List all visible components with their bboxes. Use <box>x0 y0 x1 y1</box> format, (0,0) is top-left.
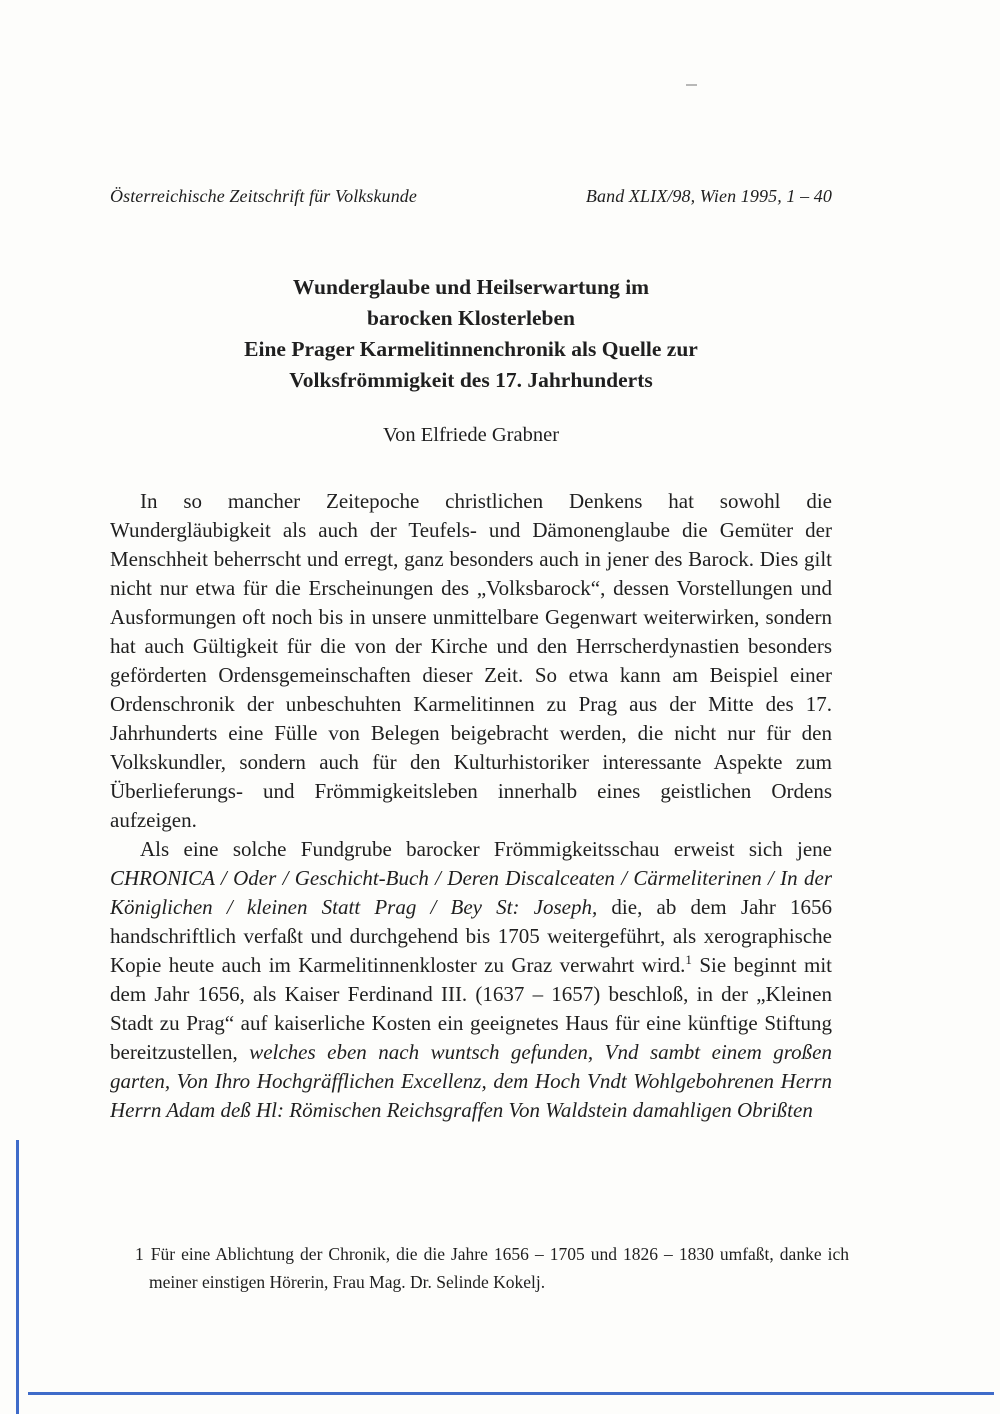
scan-edge-bottom-artifact <box>28 1392 994 1395</box>
text-segment: Als eine solche Fundgrube barocker Frömmigkeitsschau erweist sich jene <box>140 837 832 861</box>
page-header <box>110 186 832 207</box>
text-segment: In so mancher Zeitepoche christlichen Denkens hat sowohl die Wundergläubigkeit als auch der Teufels- und Dämonenglaube die Gemüter der Menschheit beherrscht und erregt, ganz besonders auch in jener des Barock. Dies gilt nicht nur etwa für die Erscheinungen des „Volksbarock“, dessen Vorstellungen und Ausformungen oft noch bis in unsere unmittelbare Gegenwart weiterwirken, sondern hat auch Gültigkeit für die von der Kirche und den Herrscherdynastien besonders geförderten Ordensgemeinschaften dieser Zeit. So etwa kann am Beispiel einer Ordenschronik der unbeschuhten Karmelitinnen zu Prag aus der Mitte des 17. Jahrhunderts eine Fülle von Belegen beigebracht werden, die nicht nur für den Volkskundler, sondern auch für den Kulturhistoriker interessante Aspekte zum Überlieferungs- und Frömmigkeitsleben innerhalb eines geistlichen Ordens aufzeigen. <box>110 489 832 832</box>
footnote-reference: 1 <box>685 952 692 967</box>
paragraph <box>110 835 832 1125</box>
text-segment: Sie beginnt mit dem Jahr 1656, als Kaiser Ferdinand III. (1637 – 1657) beschloß, in der „Kleinen Stadt zu Prag“ auf kaiserliche Kosten ein geeignetes Haus für eine künftige Stiftung bereitzustellen, <box>110 953 832 1064</box>
issue-info: Band XLIX/98, Wien 1995, 1 – 40 <box>585 186 832 206</box>
article-body <box>110 487 832 1237</box>
text-segment: CHRONICA / Oder / Geschicht-Buch / Deren Discalceaten / Cärmeliterinen / In der Königlichen / kleinen Statt Prag / Bey St: Joseph, <box>110 866 832 919</box>
text-segment: die, ab dem Jahr 1656 handschriftlich verfaßt und durchgehend bis 1705 weitergeführt, als xerographische Kopie heute auch im Karmelitinnenkloster zu Graz verwahrt wird. <box>110 895 832 977</box>
scan-edge-left-artifact <box>16 1140 19 1414</box>
title-line-3: Eine Prager Karmelitinnenchronik als Quelle zur <box>244 337 698 361</box>
title-line-1: Wunderglaube und Heilserwartung im <box>292 275 650 299</box>
title-line-4: Volksfrömmigkeit des 17. Jahrhunderts <box>289 368 653 392</box>
paragraph <box>110 487 832 835</box>
journal-name: Österreichische Zeitschrift für Volkskunde <box>110 186 417 206</box>
author-line: Von Elfriede Grabner <box>382 424 560 446</box>
article-title <box>110 272 832 396</box>
scan-speck-artifact <box>686 84 697 86</box>
footnote <box>135 1240 849 1296</box>
text-segment: welches eben nach wuntsch gefunden, Vnd sambt einem großen garten, Von Ihro Hochgräfflichen Excellenz, dem Hoch Vndt Wohlgebohrenen Herrn Herrn Adam deß Hl: Römischen Reichsgraffen Von Waldstein damahligen Obrißten <box>110 1040 832 1122</box>
footnote-text: Für eine Ablichtung der Chronik, die die Jahre 1656 – 1705 und 1826 – 1830 umfaßt, danke ich meiner einstigen Hörerin, Frau Mag. Dr. Selinde Kokelj. <box>149 1244 849 1292</box>
footnote-marker: 1 <box>135 1244 144 1264</box>
title-line-2: barocken Klosterleben <box>366 306 576 330</box>
